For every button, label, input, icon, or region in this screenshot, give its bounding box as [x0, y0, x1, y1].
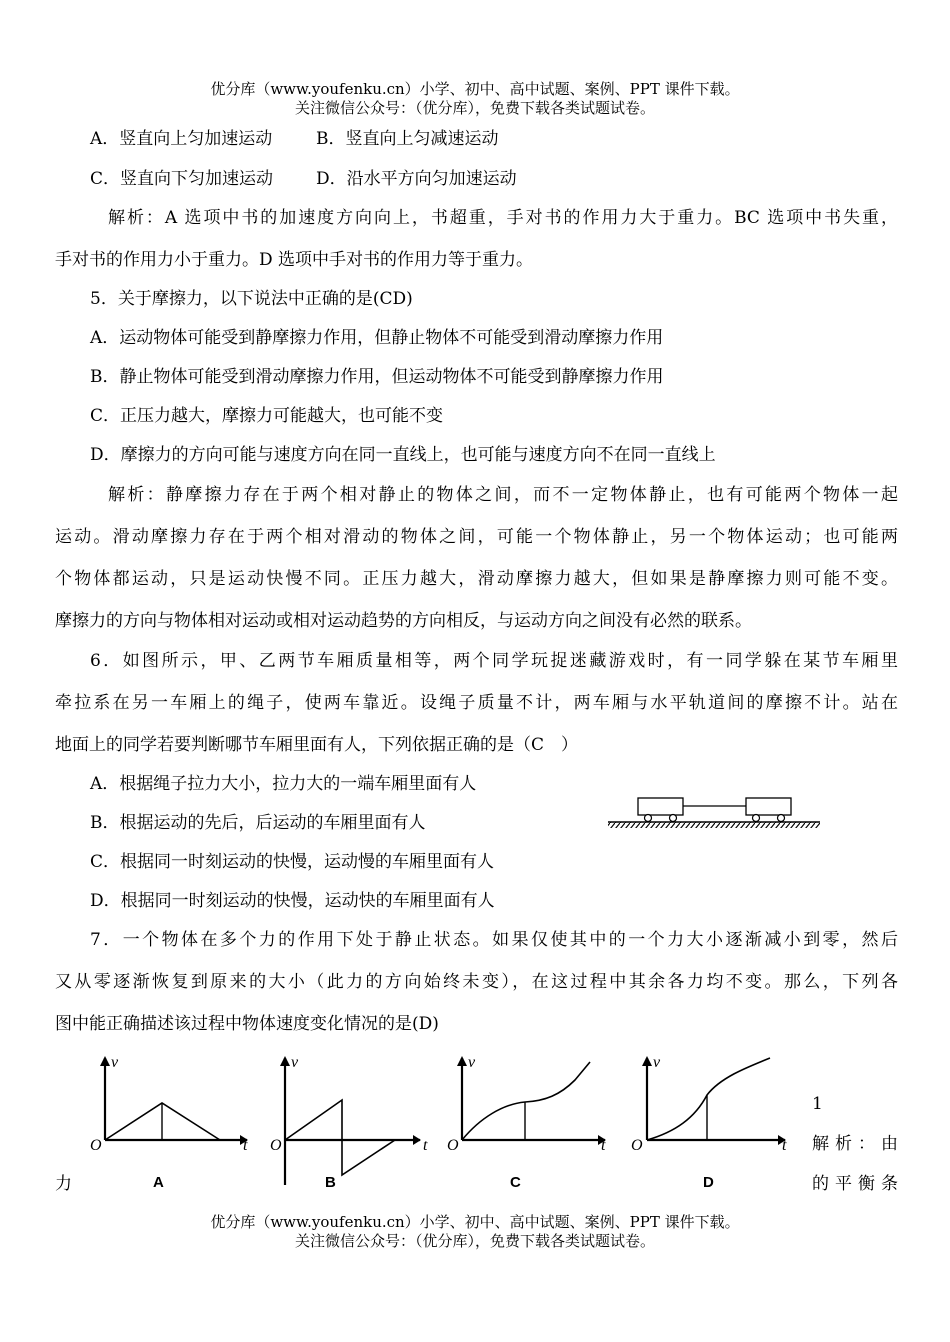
graph-b-v-label: v — [291, 1054, 299, 1071]
graph-a-t-label: t — [243, 1137, 248, 1154]
q5-analysis-line-1: 解析：静摩擦力存在于两个相对静止的物体之间，而不一定物体静止，也有可能两个物体一起 — [108, 485, 898, 505]
q5-option-d: D．摩擦力的方向可能与速度方向在同一直线上，也可能与速度方向不在同一直线上 — [90, 445, 716, 465]
graph-b-t-label: t — [423, 1137, 428, 1154]
q5-option-a: A．运动物体可能受到静摩擦力作用，但静止物体不可能受到滑动摩擦力作用 — [90, 328, 664, 348]
q4-analysis-line-1: 解析：A 选项中书的加速度方向向上，书超重，手对书的作用力大于重力。BC 选项中书失重， — [108, 208, 898, 228]
right-car — [746, 798, 791, 822]
q5-option-b: B．静止物体可能受到滑动摩擦力作用，但运动物体不可能受到静摩擦力作用 — [90, 367, 664, 387]
graph-d-v-label: v — [653, 1054, 661, 1071]
q5-analysis-line-3: 个物体都运动，只是运动快慢不同。正压力越大，滑动摩擦力越大，但如果是静摩擦力则可能不变。 — [55, 569, 898, 589]
q7-stem-line-1: 7．一个物体在多个力的作用下处于静止状态。如果仅使其中的一个力大小逐渐减小到零，然后 — [90, 930, 898, 950]
graph-a-origin: O — [90, 1137, 102, 1154]
q5-option-c: C．正压力越大，摩擦力可能越大，也可能不变 — [90, 406, 444, 426]
graph-d-v-arrow — [642, 1056, 652, 1066]
q4-option-a: A．竖直向上匀加速运动 — [90, 129, 273, 149]
q6-option-b: B．根据运动的先后，后运动的车厢里面有人 — [90, 813, 426, 833]
q7-side-number: 1 — [812, 1094, 823, 1114]
q7-side-analysis: 解析：由 — [812, 1134, 898, 1154]
page-footer — [0, 1213, 950, 1251]
track-hatching — [608, 822, 820, 828]
graph-c-t-label: t — [601, 1137, 606, 1154]
q5-analysis-line-4: 摩擦力的方向与物体相对运动或相对运动趋势的方向相反，与运动方向之间没有必然的联系。 — [55, 611, 752, 631]
q6-stem-line-3: 地面上的同学若要判断哪节车厢里面有人，下列依据正确的是（C ） — [55, 735, 579, 755]
q7-stem-line-2: 又从零逐渐恢复到原来的大小（此力的方向始终未变），在这过程中其余各力均不变。那么，下列各 — [55, 972, 898, 992]
q4-option-d: D．沿水平方向匀加速运动 — [316, 169, 517, 189]
graph-b-t-arrow — [413, 1135, 421, 1145]
graph-b-label: B — [325, 1174, 336, 1191]
q4-option-c: C．竖直向下匀加速运动 — [90, 169, 274, 189]
q5-analysis-line-2: 运动。滑动摩擦力存在于两个相对滑动的物体之间，可能一个物体静止，另一个物体运动；也可能两 — [55, 527, 898, 547]
graph-d-origin: O — [631, 1137, 643, 1154]
graph-c-v-arrow — [457, 1056, 467, 1066]
graph-a-label: A — [153, 1174, 164, 1191]
graph-b-v-arrow — [280, 1056, 290, 1066]
graph-d-t-label: t — [782, 1137, 787, 1154]
q6-stem-line-1: 6．如图所示，甲、乙两节车厢质量相等，两个同学玩捉迷藏游戏时，有一同学躲在某节车厢里 — [90, 651, 898, 671]
left-car — [638, 798, 683, 822]
graph-c-origin: O — [447, 1137, 459, 1154]
q7-stem-line-3: 图中能正确描述该过程中物体速度变化情况的是(D) — [55, 1014, 439, 1034]
header-line-2: 关注微信公众号：（优分库），免费下载各类试题试卷。 — [294, 99, 655, 117]
graph-d-label: D — [703, 1174, 714, 1191]
graph-b-origin: O — [270, 1137, 282, 1154]
q5-stem: 5．关于摩擦力，以下说法中正确的是(CD) — [90, 289, 413, 309]
graph-d — [631, 1054, 787, 1191]
footer-line-2: 关注微信公众号：（优分库），免费下载各类试题试卷。 — [294, 1232, 655, 1250]
footer-line-1: 优分库（www.youfenku.cn）小学、初中、高中试题、案例、PPT 课件下载。 — [210, 1213, 740, 1231]
graph-c-curve — [462, 1062, 590, 1140]
q4-analysis-line-2: 手对书的作用力小于重力。D 选项中手对书的作用力等于重力。 — [55, 250, 534, 270]
q6-stem-line-2: 牵拉系在另一车厢上的绳子，使两车靠近。设绳子质量不计，两车厢与水平轨道间的摩擦不计。站在 — [55, 693, 898, 713]
graph-c-label: C — [510, 1174, 521, 1191]
q6-option-a: A．根据绳子拉力大小，拉力大的一端车厢里面有人 — [90, 774, 477, 794]
q6-option-d: D．根据同一时刻运动的快慢，运动快的车厢里面有人 — [90, 891, 495, 911]
graph-d-curve — [647, 1058, 770, 1140]
q6-option-c: C．根据同一时刻运动的快慢，运动慢的车厢里面有人 — [90, 852, 495, 872]
graph-b-curve — [285, 1100, 395, 1175]
graph-c-v-label: v — [468, 1054, 476, 1071]
header-line-1: 优分库（www.youfenku.cn）小学、初中、高中试题、案例、PPT 课件下载。 — [210, 80, 740, 98]
train-cars-figure — [605, 793, 823, 831]
q7-left-word: 力 — [55, 1174, 72, 1194]
page-header — [0, 80, 950, 118]
graph-c — [447, 1054, 606, 1191]
graph-a-v-arrow — [100, 1056, 110, 1066]
q7-side-continue: 的平衡条 — [812, 1174, 898, 1194]
q4-option-b: B．竖直向上匀减速运动 — [316, 129, 499, 149]
graph-b — [270, 1054, 428, 1191]
graph-a-v-label: v — [111, 1054, 119, 1071]
graph-a — [90, 1054, 248, 1191]
vt-graphs-figure — [85, 1050, 805, 1200]
